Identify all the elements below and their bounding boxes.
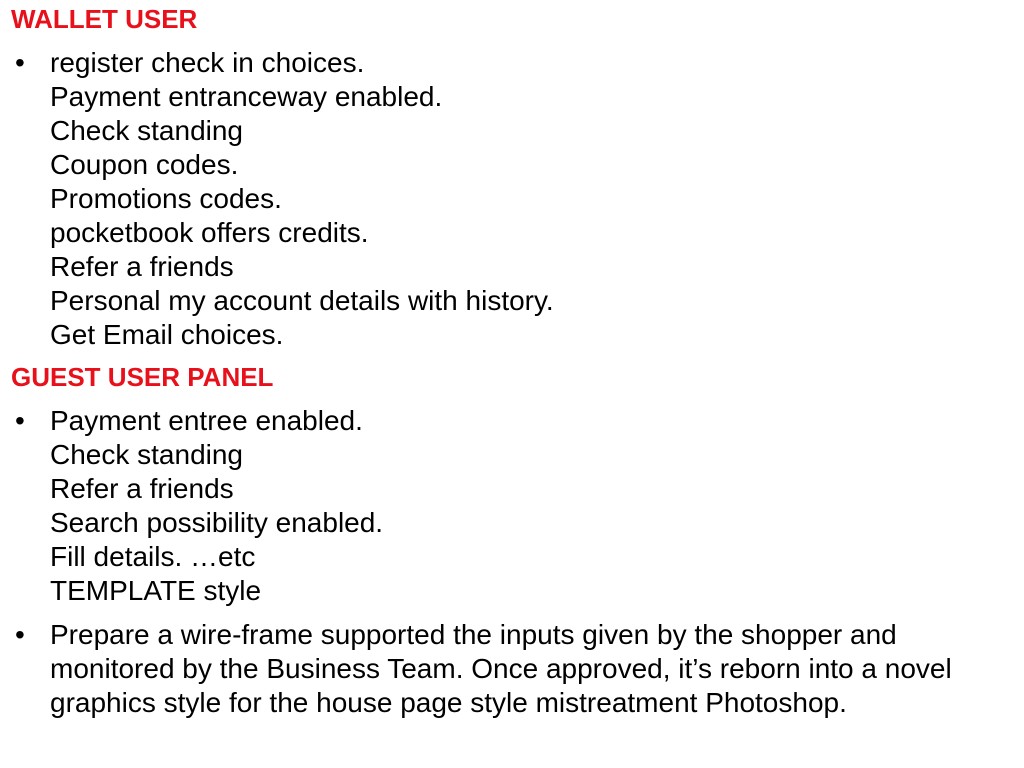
bullet-marker: • xyxy=(15,47,25,78)
list-item: TEMPLATE style xyxy=(50,575,262,606)
list-item: Refer a friends xyxy=(50,251,234,282)
bullet-marker: • xyxy=(15,405,25,436)
section-heading-wallet-user: WALLET USER xyxy=(11,4,198,34)
list-item: pocketbook offers credits. xyxy=(50,217,369,248)
list-item: Check standing xyxy=(50,115,244,146)
list-item: Payment entree enabled. xyxy=(50,405,363,436)
list-item: Coupon codes. xyxy=(50,149,239,180)
list-item: Personal my account details with history. xyxy=(50,285,554,316)
paragraph-text: Prepare a wire-frame supported the inputs given by the shopper and monitored by the Business Team. Once approved, it’s reborn into a novel graphics style for the house page style mistreatment Photoshop. xyxy=(50,619,952,718)
wireframe-paragraph xyxy=(50,618,1000,720)
list-item: Fill details. …etc xyxy=(50,541,256,572)
list-item: Payment entranceway enabled. xyxy=(50,81,443,112)
list-item: register check in choices. xyxy=(50,47,365,78)
section-heading-guest-user-panel: GUEST USER PANEL xyxy=(11,362,274,392)
list-item: Promotions codes. xyxy=(50,183,282,214)
list-item: Search possibility enabled. xyxy=(50,507,384,538)
list-item: Refer a friends xyxy=(50,473,234,504)
list-item: Get Email choices. xyxy=(50,319,284,350)
guest-user-list xyxy=(50,404,383,608)
list-item: Check standing xyxy=(50,439,244,470)
wallet-user-list xyxy=(50,46,554,352)
bullet-marker: • xyxy=(15,619,25,650)
